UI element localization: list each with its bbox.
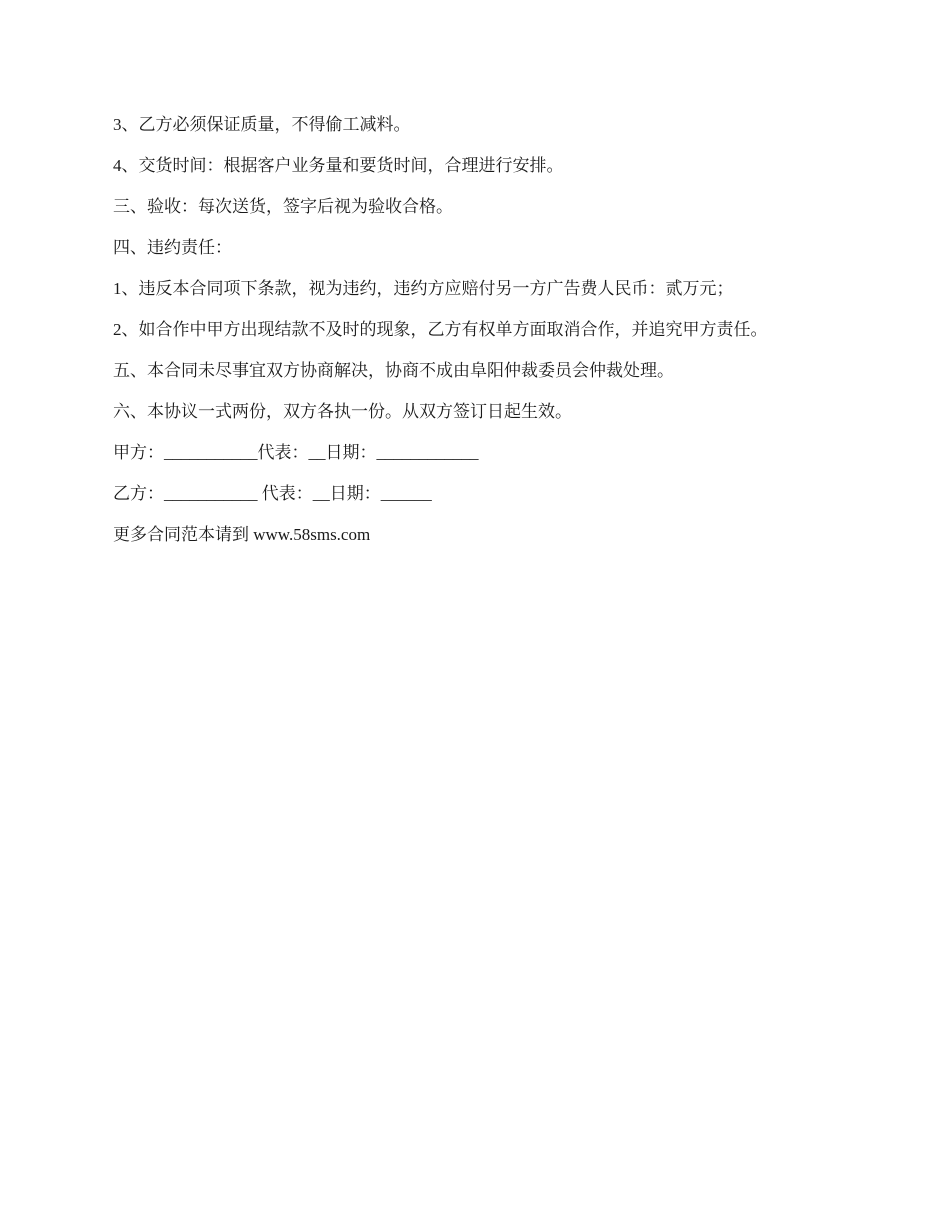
footer-more-templates: 更多合同范本请到 www.58sms.com bbox=[113, 525, 371, 544]
section-acceptance: 三、验收：每次送货，签字后视为验收合格。 bbox=[113, 197, 453, 216]
clause-quality: 3、乙方必须保证质量，不得偷工减料。 bbox=[113, 115, 411, 134]
section-liability-heading: 四、违约责任： bbox=[113, 238, 232, 257]
signature-party-b: 乙方：___________ 代表：__日期：______ bbox=[113, 484, 432, 503]
document-body bbox=[113, 112, 873, 563]
clause-delivery-time: 4、交货时间：根据客户业务量和要货时间，合理进行安排。 bbox=[113, 156, 564, 175]
clause-cancellation: 2、如合作中甲方出现结款不及时的现象，乙方有权单方面取消合作，并追究甲方责任。 bbox=[113, 320, 768, 339]
clause-breach-penalty: 1、违反本合同项下条款，视为违约，违约方应赔付另一方广告费人民币：贰万元； bbox=[113, 279, 734, 298]
signature-party-a: 甲方：___________代表：__日期：____________ bbox=[113, 443, 479, 462]
section-dispute-resolution: 五、本合同未尽事宜双方协商解决，协商不成由阜阳仲裁委员会仲裁处理。 bbox=[113, 361, 674, 380]
section-copies-effective: 六、本协议一式两份，双方各执一份。从双方签订日起生效。 bbox=[113, 402, 572, 421]
